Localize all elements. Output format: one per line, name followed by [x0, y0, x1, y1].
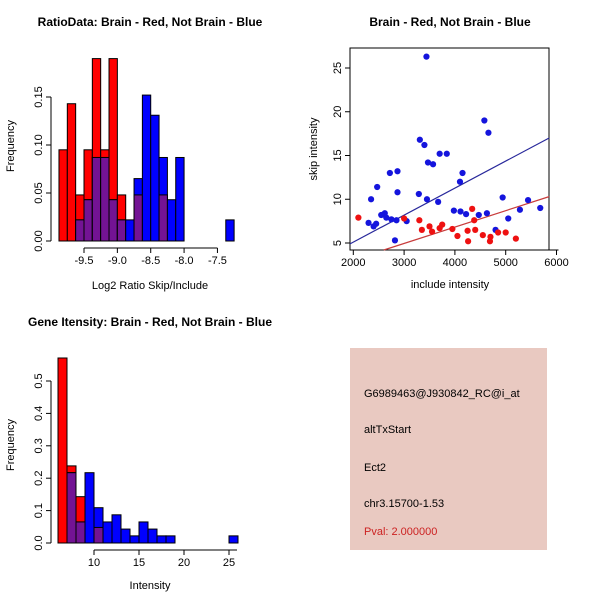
ratio-histogram-title: RatioData: Brain - Red, Not Brain - Blue — [37, 15, 263, 29]
y-tick-label: 10 — [332, 193, 344, 206]
scatter-point — [469, 206, 475, 212]
scatter-point — [394, 189, 400, 195]
scatter-point — [416, 217, 422, 223]
y-tick-label: 0.15 — [33, 86, 45, 108]
scatter-point — [449, 226, 455, 232]
event-type-text: altTxStart — [364, 424, 412, 436]
locus-text: chr3.15700-1.53 — [364, 498, 445, 510]
scatter-svg — [300, 0, 600, 300]
histogram-bar-blue — [167, 200, 175, 241]
x-tick-label: -8.5 — [141, 255, 161, 267]
scatter-point — [368, 196, 374, 202]
x-tick-label: -9.5 — [74, 255, 94, 267]
y-tick-label: 25 — [332, 61, 344, 75]
histogram-bar-red — [59, 150, 67, 241]
histogram-bar-blue — [166, 536, 175, 543]
histogram-bar-blue — [226, 220, 234, 241]
plot-frame — [350, 48, 549, 250]
scatter-point — [423, 54, 429, 60]
info-box — [350, 348, 547, 550]
scatter-point — [387, 170, 393, 176]
scatter-point — [394, 168, 400, 174]
histogram-bar-blue — [176, 157, 184, 241]
y-tick-label: 0.10 — [33, 134, 45, 156]
gene-histogram-xlabel: Intensity — [129, 580, 171, 592]
x-tick-label: 3000 — [391, 257, 417, 269]
scatter-point — [355, 215, 361, 221]
y-tick-label: 0.0 — [33, 535, 45, 551]
x-tick-label: 2000 — [341, 257, 366, 269]
histogram-bar-overlap — [76, 220, 84, 241]
scatter-point — [421, 142, 427, 148]
histogram-bar-blue — [148, 529, 157, 543]
histogram-bar-blue — [151, 115, 159, 241]
x-tick-label: 10 — [87, 557, 101, 569]
scatter-point — [484, 210, 490, 216]
histogram-bar-overlap — [94, 527, 103, 543]
scatter-point — [525, 197, 531, 203]
y-tick-label: 0.3 — [33, 438, 45, 454]
y-tick-label: 0.1 — [33, 502, 45, 519]
scatter-point — [487, 234, 493, 240]
ratio-histogram-svg — [0, 0, 300, 300]
gene-histogram-svg — [0, 300, 300, 600]
scatter-ylabel: skip intensity — [308, 117, 320, 181]
histogram-bar-blue — [229, 536, 238, 543]
scatter-point — [419, 227, 425, 233]
scatter-point — [500, 194, 506, 200]
scatter-point — [481, 117, 487, 123]
y-tick-label: 15 — [332, 149, 344, 162]
scatter-point — [401, 215, 407, 221]
histogram-bar-overlap — [76, 522, 85, 543]
scatter-point — [465, 228, 471, 234]
x-tick-label: 25 — [222, 557, 236, 569]
histogram-bar-overlap — [134, 195, 142, 241]
scatter-point — [417, 137, 423, 143]
histogram-bar-overlap — [84, 200, 92, 241]
histogram-bar-blue — [157, 536, 166, 543]
histogram-bar-blue — [85, 473, 94, 543]
gene-name-text: Ect2 — [364, 462, 387, 474]
scatter-point — [365, 220, 371, 226]
scatter-point — [454, 233, 460, 239]
scatter-point — [374, 184, 380, 190]
scatter-point — [392, 237, 398, 243]
scatter-point — [451, 208, 457, 214]
scatter-point — [416, 191, 422, 197]
histogram-bar-blue — [126, 220, 134, 241]
histogram-bar-red — [67, 104, 75, 241]
y-tick-label: 0.5 — [33, 373, 45, 389]
scatter-point — [471, 217, 477, 223]
y-tick-label: 0.4 — [33, 405, 45, 422]
scatter-point — [476, 212, 482, 218]
panel-gene-intensity-histogram — [0, 300, 300, 600]
y-tick-label: 0.05 — [33, 182, 45, 204]
scatter-point — [537, 205, 543, 211]
scatter-point — [503, 229, 509, 235]
histogram-bar-overlap — [92, 157, 100, 241]
y-tick-label: 0.00 — [33, 230, 45, 252]
pval-text: Pval: 2.000000 — [364, 526, 438, 538]
scatter-point — [457, 208, 463, 214]
scatter-point — [517, 207, 523, 213]
ratio-histogram-ylabel: Frequency — [5, 120, 17, 172]
y-tick-label: 20 — [332, 105, 344, 118]
x-tick-label: 5000 — [493, 257, 518, 269]
panel-ratio-histogram — [0, 0, 300, 300]
scatter-point — [435, 199, 441, 205]
scatter-point — [444, 151, 450, 157]
histogram-bar-overlap — [159, 195, 167, 241]
x-tick-label: 15 — [132, 557, 146, 569]
probe-id-text: G6989463@J930842_RC@i_at — [364, 388, 520, 400]
panel-gene-info — [300, 300, 600, 600]
scatter-point — [505, 215, 511, 221]
scatter-point — [480, 232, 486, 238]
scatter-point — [437, 225, 443, 231]
scatter-point — [459, 170, 465, 176]
x-tick-label: 20 — [177, 557, 191, 569]
gene-histogram-title: Gene Itensity: Brain - Red, Not Brain - Blue — [27, 315, 273, 329]
scatter-point — [424, 196, 430, 202]
scatter-point — [485, 130, 491, 136]
gene-histogram-ylabel: Frequency — [5, 419, 17, 471]
scatter-point — [371, 223, 377, 229]
ratio-histogram-xlabel: Log2 Ratio Skip/Include — [91, 280, 209, 292]
histogram-bar-blue — [103, 522, 112, 543]
x-tick-label: 6000 — [544, 257, 569, 269]
x-tick-label: -9.0 — [107, 255, 127, 267]
panel-intensity-scatter — [300, 0, 600, 300]
scatter-point — [393, 217, 399, 223]
histogram-bar-red — [58, 358, 67, 543]
histogram-bar-blue — [121, 529, 130, 543]
scatter-point — [465, 238, 471, 244]
y-tick-label: 0.2 — [33, 470, 45, 486]
histogram-bar-blue — [142, 95, 150, 241]
histogram-bar-overlap — [101, 157, 109, 241]
x-tick-label: 4000 — [442, 257, 468, 269]
scatter-point — [426, 223, 432, 229]
histogram-bar-overlap — [117, 220, 125, 241]
scatter-point — [463, 211, 469, 217]
scatter-point — [457, 179, 463, 185]
scatter-title: Brain - Red, Not Brain - Blue — [369, 15, 531, 29]
histogram-bar-overlap — [67, 473, 76, 543]
scatter-point — [430, 161, 436, 167]
histogram-bar-blue — [112, 515, 121, 543]
scatter-point — [495, 229, 501, 235]
scatter-xlabel: include intensity — [410, 279, 490, 291]
histogram-bar-blue — [139, 522, 148, 543]
scatter-point — [429, 229, 435, 235]
x-tick-label: -7.5 — [207, 255, 227, 267]
scatter-point — [513, 236, 519, 242]
y-tick-label: 5 — [332, 239, 344, 247]
x-tick-label: -8.0 — [174, 255, 194, 267]
histogram-bar-overlap — [109, 200, 117, 241]
histogram-bar-blue — [130, 536, 139, 543]
scatter-point — [472, 227, 478, 233]
scatter-point — [437, 151, 443, 157]
